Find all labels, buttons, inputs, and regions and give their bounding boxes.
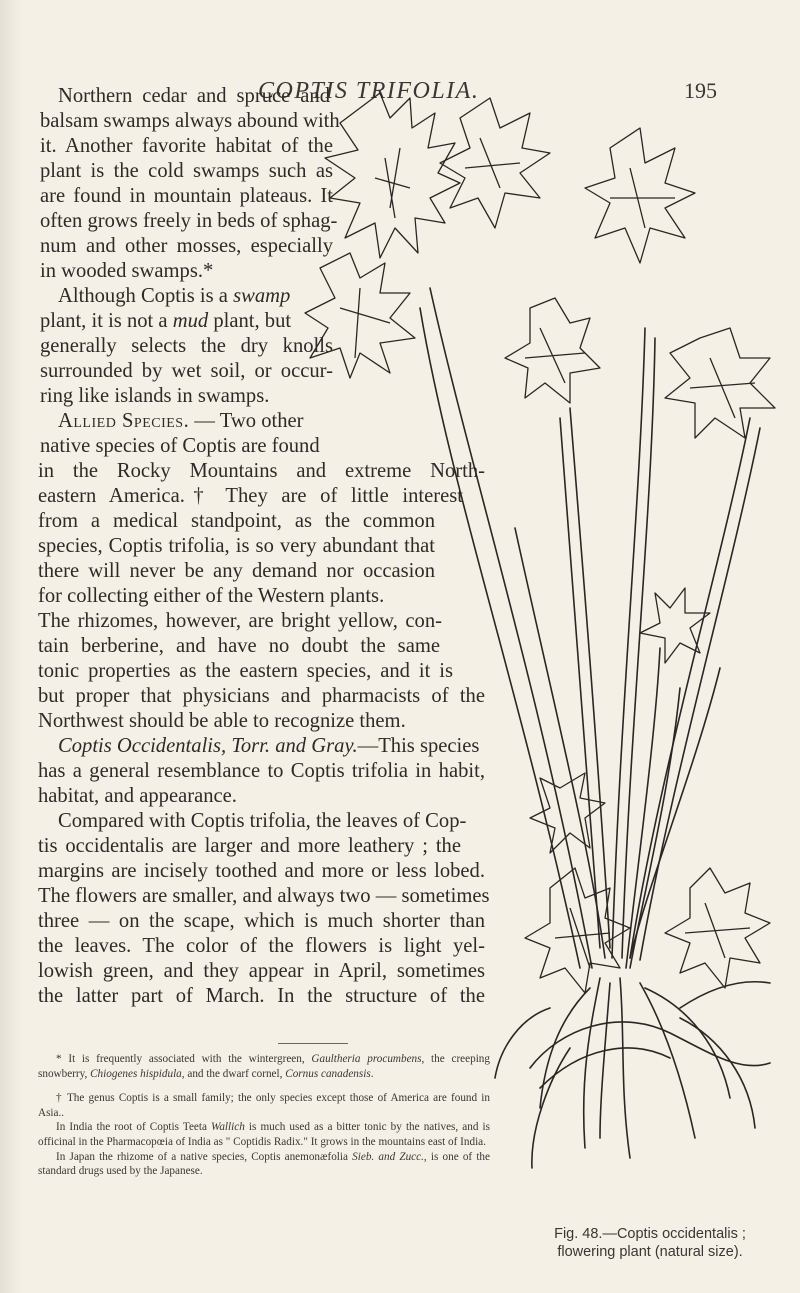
text-run: , the creeping snowberry, [38, 1053, 490, 1080]
text-run: — Two other [189, 410, 304, 432]
footnote [38, 1120, 490, 1149]
text-line: three — on the scape, which is much shorter than [38, 910, 485, 932]
footnotes [38, 1052, 490, 1179]
caption-line: flowering plant (natural size). [557, 1244, 743, 1260]
figure-caption [505, 1225, 795, 1261]
text-line: the leaves. The color of the flowers is light yel- [38, 935, 485, 957]
text-line: Northern cedar and spruce and [58, 85, 330, 107]
emphasis: Cornus canadensis [285, 1067, 371, 1080]
text-line: species, Coptis trifolia, is so very abundant that [38, 535, 435, 557]
text-line: tis occidentalis are larger and more leathery ; the [38, 835, 461, 857]
text-line: it. Another favorite habitat of the [40, 135, 333, 157]
text-line: but proper that physicians and pharmacists of the [38, 685, 485, 707]
footnote [38, 1052, 490, 1081]
text-line: are found in mountain plateaus. It [40, 185, 333, 207]
footnote: † The genus Coptis is a small family; the only species except those of America are found in Asia.. [38, 1092, 490, 1119]
emphasis: mud [172, 310, 209, 332]
text-run: In India the root of Coptis Teeta [56, 1121, 212, 1134]
text-line [58, 734, 479, 759]
text-line: for collecting either of the Western plants. [38, 585, 385, 607]
text-line: native species of Coptis are found [40, 435, 320, 457]
emphasis: Coptis Occidentalis, Torr. and Gray. [58, 735, 358, 757]
text-line: The flowers are smaller, and always two — sometimes [38, 885, 490, 907]
text-line: often grows freely in beds of sphag- [40, 210, 338, 232]
text-line: has a general resemblance to Coptis trifolia in habit, [38, 760, 485, 782]
text-line: there will never be any demand nor occasion [38, 560, 435, 582]
text-line: habitat, and appearance. [38, 785, 237, 807]
text-line: Northwest should be able to recognize them. [38, 710, 406, 732]
text-line: the latter part of March. In the structure of the [38, 985, 485, 1007]
page-number: 195 [684, 78, 717, 103]
caption-line: Fig. 48.—Coptis occidentalis ; [554, 1226, 746, 1242]
footnote-rule [278, 1043, 348, 1044]
emphasis: Gaultheria procumbens [311, 1053, 422, 1065]
emphasis: Sieb. and Zucc. [352, 1150, 424, 1163]
text-line: balsam swamps always abound with [40, 110, 340, 132]
text-line [58, 409, 304, 434]
text-line: ring like islands in swamps. [40, 385, 270, 407]
page-edge [0, 0, 22, 1293]
text-line [58, 284, 290, 309]
text-run: Although Coptis is a [58, 285, 234, 307]
text-run: * It is frequently associated with the wintergreen, [56, 1053, 312, 1065]
text-run: In Japan the rhizome of a native species, Coptis anemonæfolia [56, 1150, 353, 1163]
text-run: is much used as a bitter tonic by the natives, and is officinal in the Pharmacopœia of India as " Coptidis Radix." It grows in the mountains east of India. [38, 1121, 490, 1148]
emphasis: Wallich [211, 1121, 245, 1134]
text-line: lowish green, and they appear in April, sometimes [38, 960, 485, 982]
text-run: plant, it is not a [40, 310, 173, 332]
footnote [38, 1150, 490, 1179]
text-line: tonic properties as the eastern species, and it is [38, 660, 453, 682]
text-run: —This species [357, 735, 480, 757]
text-line: eastern America.† They are of little interest [38, 485, 463, 507]
text-line: generally selects the dry knolls [40, 335, 333, 357]
text-run: plant, but [208, 310, 292, 332]
section-heading: Allied Species. [58, 410, 190, 432]
text-line: margins are incisely toothed and more or less lobed. [38, 860, 485, 882]
text-line: plant is the cold swamps such as [40, 160, 333, 182]
text-line: in the Rocky Mountains and extreme North- [38, 460, 485, 482]
text-line: surrounded by wet soil, or occur- [40, 360, 333, 382]
emphasis: Chiogenes hispidula [90, 1067, 182, 1080]
text-line [40, 309, 291, 334]
emphasis: swamp [233, 285, 291, 307]
text-line: in wooded swamps.* [40, 260, 214, 282]
text-run: , is one of the standard drugs used by the Japanese. [38, 1150, 490, 1178]
text-line: from a medical standpoint, as the common [38, 510, 435, 532]
running-head: COPTIS TRIFOLIA. [258, 78, 480, 104]
text-line: tain berberine, and have no doubt the same [38, 635, 440, 657]
text-run: . [370, 1067, 374, 1080]
text-line: Compared with Coptis trifolia, the leaves of Cop- [58, 810, 467, 832]
text-line: num and other mosses, especially [40, 235, 333, 257]
text-run: , and the dwarf cornel, [181, 1067, 286, 1080]
text-line: The rhizomes, however, are bright yellow, con- [38, 610, 442, 632]
